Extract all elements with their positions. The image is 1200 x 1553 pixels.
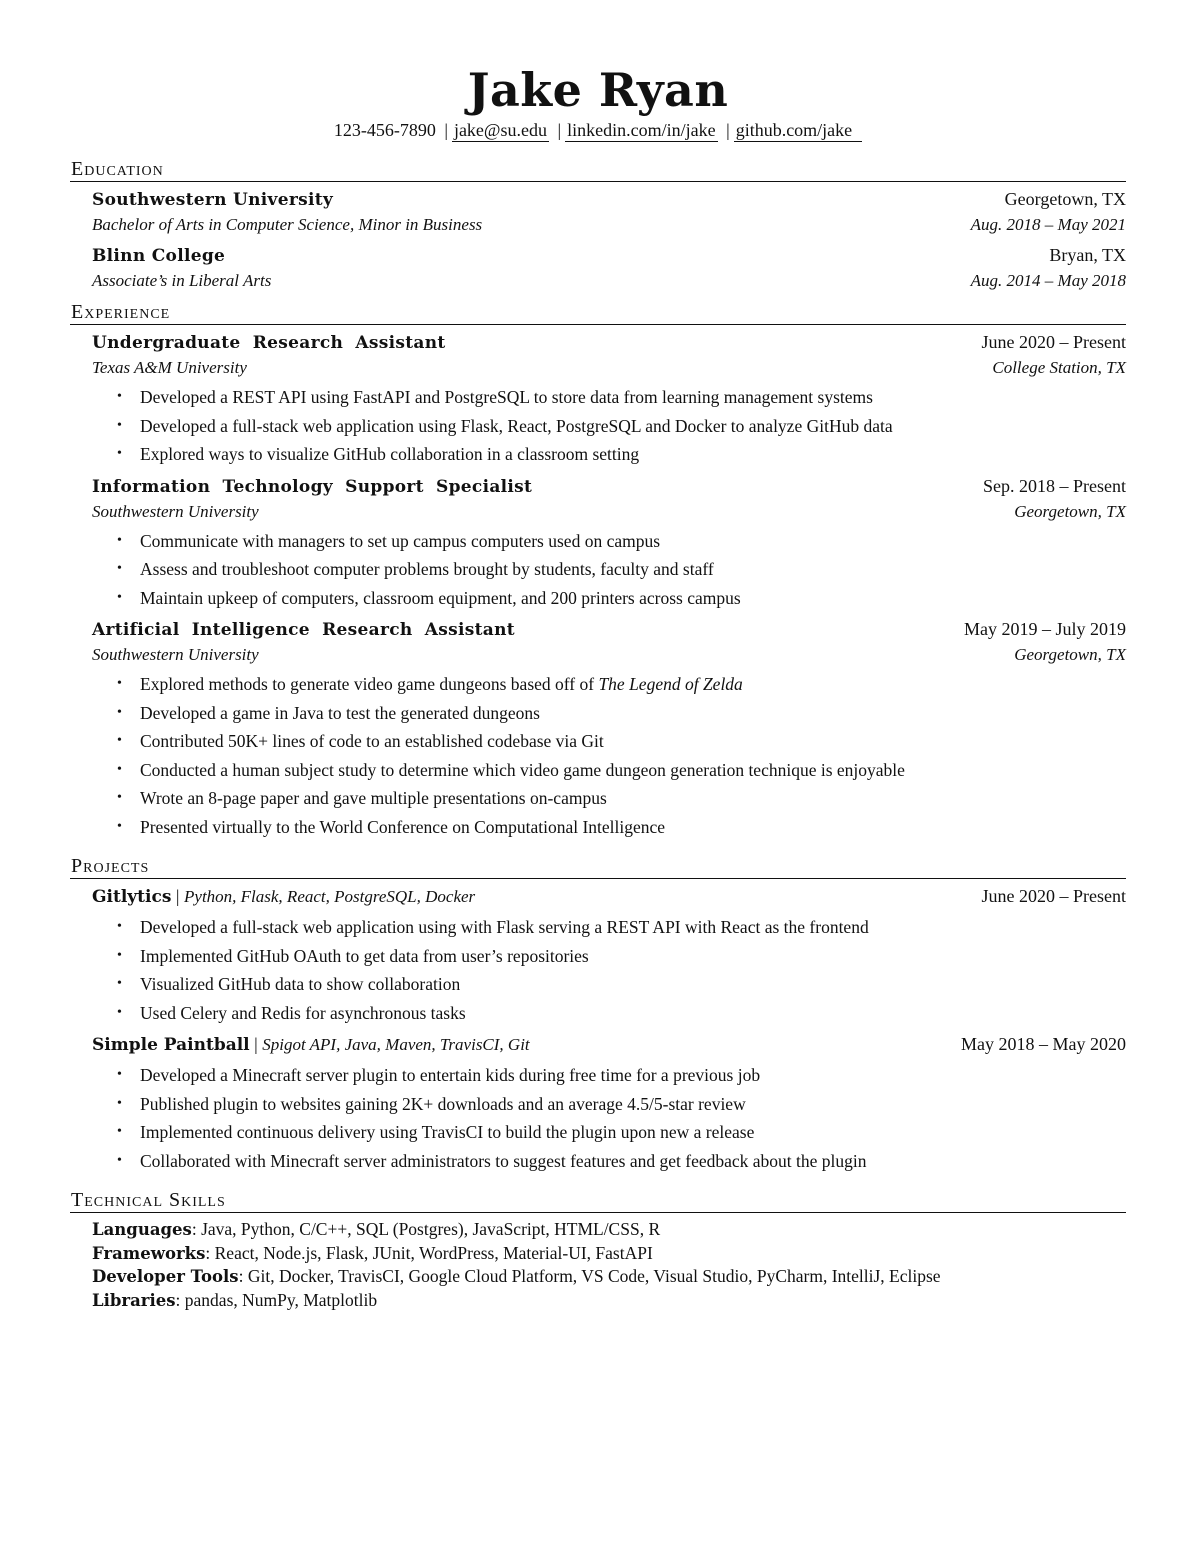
skill-values: : Java, Python, C/C++, SQL (Postgres), JavaScript, HTML/CSS, R: [191, 1219, 661, 1239]
bullet-glyph: •: [117, 818, 122, 834]
job-dates: Sep. 2018 – Present: [983, 475, 1126, 496]
project-tech-stack: Python, Flask, React, PostgreSQL, Docker: [184, 887, 476, 906]
bullet-text: Assess and troubleshoot computer problems brought by students, faculty and staff: [140, 559, 714, 579]
project-name: Simple Paintball: [92, 1035, 250, 1055]
job-location: College Station, TX: [992, 358, 1126, 377]
bullet-item: [114, 970, 1126, 999]
bullet-glyph: •: [117, 976, 122, 991]
bullet-text: Visualized GitHub data to show collaboration: [140, 974, 461, 994]
bullet-list: [92, 383, 1126, 469]
skill-category: Frameworks: [92, 1243, 206, 1263]
bullet-item: [114, 727, 1126, 756]
section-heading-education: Education: [70, 158, 1126, 182]
candidate-name: Jake Ryan: [467, 63, 729, 117]
phone-number: 123-456-7890: [333, 120, 436, 140]
bullet-text: Explored methods to generate video game dungeons based off of: [140, 674, 599, 694]
job-dates: June 2020 – Present: [981, 332, 1126, 352]
job-organization: Texas A&M University: [92, 358, 247, 377]
bullet-text: Presented virtually to the World Conference on Computational Intelligence: [140, 816, 666, 837]
bullet-item: [114, 784, 1126, 813]
project-dates: May 2018 – May 2020: [961, 1034, 1126, 1054]
skill-category: Developer Tools: [92, 1267, 239, 1286]
project-heading: [92, 884, 475, 910]
bullet-item: [114, 527, 1126, 556]
separator: |: [557, 120, 562, 140]
bullet-list: [92, 1061, 1126, 1175]
bullet-item: [114, 756, 1126, 785]
skill-row: [92, 1289, 1126, 1313]
bullet-item: [114, 584, 1126, 613]
bullet-text: Implemented continuous delivery using TravisCI to build the plugin upon new a release: [140, 1122, 755, 1142]
section-heading-projects: Projects: [70, 855, 1126, 879]
email-link[interactable]: jake@su.edu: [453, 120, 547, 140]
bullet-item: [114, 1090, 1126, 1119]
bullet-item: [114, 913, 1126, 942]
linkedin-link[interactable]: linkedin.com/in/jake: [567, 120, 716, 140]
bullet-list: [92, 670, 1126, 841]
education-dates: Aug. 2014 – May 2018: [970, 271, 1126, 290]
experience-entry: [92, 617, 1126, 841]
experience-section: [70, 301, 1126, 841]
separator: |: [175, 886, 180, 906]
skill-values: : React, Node.js, Flask, JUnit, WordPress, Material-UI, FastAPI: [205, 1242, 653, 1263]
bullet-item: [114, 1118, 1126, 1147]
skill-row: [92, 1242, 1126, 1266]
bullet-glyph: •: [117, 1152, 122, 1168]
skills-list: [92, 1218, 1126, 1312]
bullet-glyph: •: [117, 561, 122, 576]
skill-row: [92, 1265, 1126, 1289]
separator: |: [444, 120, 448, 140]
game-title: The Legend of Zelda: [598, 674, 743, 694]
job-organization: Southwestern University: [92, 501, 259, 521]
separator: |: [254, 1034, 258, 1054]
bullet-glyph: •: [117, 704, 122, 720]
bullet-text: Used Celery and Redis for asynchronous tasks: [140, 1002, 466, 1023]
bullet-text: Developed a full-stack web application using with Flask serving a REST API with React as the frontend: [140, 917, 869, 937]
project-heading: [92, 1032, 530, 1058]
bullet-glyph: •: [117, 1124, 122, 1139]
school-name: Blinn College: [92, 246, 226, 266]
bullet-glyph: •: [117, 733, 122, 748]
bullet-text: Implemented GitHub OAuth to get data from user’s repositories: [140, 945, 589, 966]
degree: Associate’s in Liberal Arts: [92, 271, 272, 290]
degree: Bachelor of Arts in Computer Science, Minor in Business: [92, 215, 483, 234]
bullet-glyph: •: [117, 532, 122, 548]
bullet-glyph: •: [117, 417, 122, 433]
bullet-text: Wrote an 8-page paper and gave multiple presentations on-campus: [140, 788, 607, 808]
skill-category: Libraries: [92, 1290, 176, 1310]
job-location: Georgetown, TX: [1014, 645, 1126, 664]
bullet-item: [114, 670, 1126, 699]
bullet-text: Developed a full-stack web application using Flask, React, PostgreSQL and Docker to analyze GitHub data: [140, 415, 893, 436]
skill-values: : pandas, NumPy, Matplotlib: [175, 1289, 378, 1310]
project-tech-stack: Spigot API, Java, Maven, TravisCI, Git: [262, 1035, 530, 1054]
bullet-glyph: •: [117, 919, 122, 934]
skill-row: [92, 1218, 1126, 1242]
bullet-text: Collaborated with Minecraft server administrators to suggest features and get feedback about the plugin: [140, 1150, 867, 1171]
bullet-item: [114, 383, 1126, 412]
bullet-item: [114, 440, 1126, 469]
section-heading-experience: Experience: [70, 301, 1126, 325]
bullet-item: [114, 813, 1126, 842]
bullet-text: Contributed 50K+ lines of code to an established codebase via Git: [140, 731, 604, 751]
bullet-list: [92, 527, 1126, 613]
bullet-glyph: •: [117, 1067, 122, 1082]
bullet-item: [114, 942, 1126, 971]
bullet-glyph: •: [117, 790, 122, 805]
bullet-text: Developed a REST API using FastAPI and PostgreSQL to store data from learning management systems: [140, 387, 873, 407]
bullet-glyph: •: [117, 676, 122, 691]
job-location: Georgetown, TX: [1014, 501, 1126, 521]
education-section: [70, 158, 1126, 293]
skills-section: [70, 1189, 1126, 1312]
project-entry: [92, 1032, 1126, 1175]
project-dates: June 2020 – Present: [981, 886, 1126, 906]
bullet-glyph: •: [117, 1095, 122, 1111]
project-name: Gitlytics: [92, 887, 172, 907]
bullet-glyph: •: [117, 947, 122, 963]
bullet-list: [92, 913, 1126, 1027]
bullet-item: [114, 412, 1126, 441]
job-role: Artificial Intelligence Research Assistant: [92, 620, 515, 640]
experience-entry: [92, 330, 1126, 469]
school-location: Georgetown, TX: [1004, 189, 1126, 209]
bullet-text: Published plugin to websites gaining 2K+ downloads and an average 4.5/5-star review: [140, 1093, 746, 1114]
github-link[interactable]: github.com/jake: [734, 120, 862, 142]
bullet-text: Developed a game in Java to test the generated dungeons: [140, 702, 540, 723]
bullet-item: [114, 1147, 1126, 1176]
skill-values: : Git, Docker, TravisCI, Google Cloud Platform, VS Code, Visual Studio, PyCharm, IntelliJ, Eclipse: [238, 1266, 941, 1286]
education-entry: [92, 187, 1126, 237]
projects-section: [70, 855, 1126, 1175]
job-organization: Southwestern University: [92, 645, 259, 664]
project-entry: [92, 884, 1126, 1027]
school-location: Bryan, TX: [1049, 245, 1126, 265]
contact-line: [70, 118, 1126, 142]
bullet-text: Explored ways to visualize GitHub collaboration in a classroom setting: [140, 444, 640, 464]
bullet-glyph: •: [117, 761, 122, 777]
skill-category: Languages: [92, 1220, 192, 1239]
bullet-item: [114, 1061, 1126, 1090]
bullet-text: Maintain upkeep of computers, classroom equipment, and 200 printers across campus: [140, 587, 741, 608]
bullet-text: Communicate with managers to set up campus computers used on campus: [140, 530, 661, 551]
job-role: Undergraduate Research Assistant: [92, 333, 446, 353]
bullet-text: Conducted a human subject study to determine which video game dungeon generation technique is enjoyable: [140, 759, 905, 780]
bullet-item: [114, 555, 1126, 584]
bullet-glyph: •: [117, 1004, 122, 1020]
education-entry: [92, 243, 1126, 293]
education-dates: Aug. 2018 – May 2021: [970, 215, 1126, 234]
bullet-item: [114, 999, 1126, 1028]
bullet-item: [114, 699, 1126, 728]
job-role: Information Technology Support Specialist: [92, 476, 533, 497]
school-name: Southwestern University: [92, 190, 334, 210]
section-heading-skills: Technical Skills: [70, 1189, 1126, 1213]
bullet-text: Developed a Minecraft server plugin to entertain kids during free time for a previous job: [140, 1065, 761, 1085]
bullet-glyph: •: [117, 389, 122, 404]
bullet-glyph: •: [117, 446, 122, 461]
job-dates: May 2019 – July 2019: [964, 619, 1126, 639]
separator: |: [726, 120, 730, 140]
bullet-glyph: •: [117, 589, 122, 605]
experience-entry: [92, 474, 1126, 613]
